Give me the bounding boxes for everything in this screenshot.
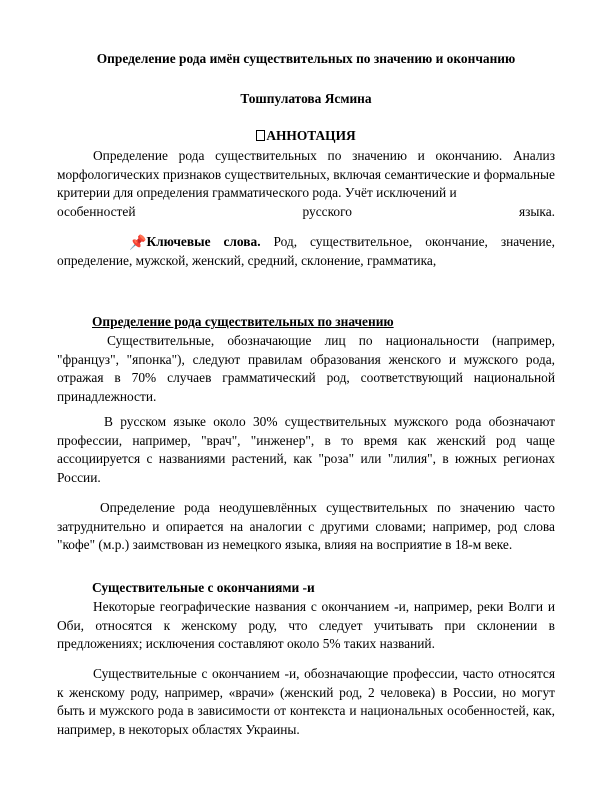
- section2-paragraph-1: [57, 598, 555, 654]
- annotation-heading-text: АННОТАЦИЯ: [266, 128, 356, 143]
- annotation-heading: [56, 127, 556, 146]
- section2-paragraph-2: [57, 665, 555, 739]
- checkbox-glyph-icon: [256, 130, 265, 141]
- annotation-body: [57, 147, 555, 221]
- pushpin-icon: 📌: [129, 236, 147, 251]
- section1-p2-text: В русском языке около 30% существительных мужского рода обозначают профессии, например, "врач", "инженер", в то время как женский род чаще ассоциируется с названиями растений, как "роза" или "лилия", в южных регионах России.: [57, 414, 555, 485]
- section2-p1-text: Некоторые географические названия с окончанием -и, например, реки Волги и Оби, относятся к женскому роду, что следует учитывать при склонении в предложениях; исключения составляют около 5% таких названий.: [57, 599, 555, 652]
- section1-p1-text: Существительные, обозначающие лиц по национальности (например, "француз", "японка"), следуют правилам образования женского и мужского рода, отражая в 70% случаев грамматический род, соответствующий национальной принадлежности.: [57, 333, 555, 404]
- section1-paragraph-2: [57, 413, 555, 487]
- annotation-line-2: особенностей русского языка.: [57, 203, 555, 219]
- section1-p3-text: Определение рода неодушевлённых существительных по значению часто затруднительно и опирается на аналогии с другими словами; например, род слова "кофе" (м.р.) заимствован из немецкого языка, влияя на восприятие в 18-м веке.: [57, 500, 555, 553]
- section2-p2-text: Существительные с окончанием -и, обозначающие профессии, часто относятся к женскому роду, например, «врачи» (женский род, 2 человека) в России, но могут быть и мужского рода в зависимости от контекста и национальных особенностей, как, например, в некоторых областях Украины.: [57, 666, 555, 737]
- keywords-paragraph: [57, 233, 555, 270]
- section1-paragraph-1: [57, 332, 555, 406]
- keywords-text: Род, существительное, окончание, значение, определение, мужской, женский, средний, склонение, грамматика,: [57, 234, 555, 268]
- keywords-label: Ключевые слова.: [146, 234, 261, 249]
- keywords-line: [57, 233, 555, 270]
- document-title: Определение рода имён существительных по значению и окончанию: [96, 51, 516, 66]
- section-heading-endings: Существительные с окончаниями -и: [92, 580, 315, 595]
- annotation-line-1: Определение рода существительных по значению и окончанию. Анализ морфологических признаков существительных, включая семантические и формальные критерии для определения грамматического рода. Учёт исключений и: [57, 148, 555, 201]
- section-heading-meaning: Определение рода существительных по значению: [92, 314, 394, 329]
- section1-paragraph-3: [57, 499, 555, 555]
- author-name: Тошпулатова Ясмина: [240, 91, 372, 106]
